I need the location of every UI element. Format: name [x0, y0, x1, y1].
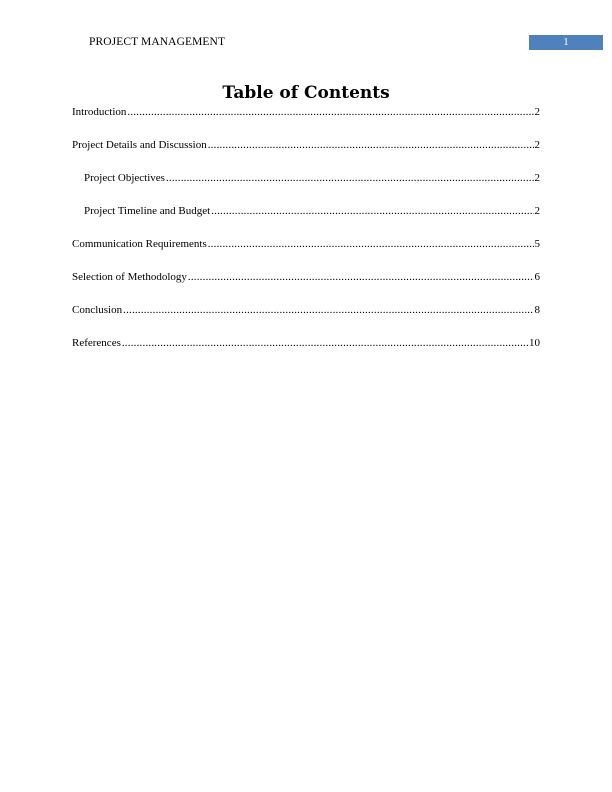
toc-entry-page: 2	[534, 172, 540, 184]
toc-entry-page: 2	[534, 106, 540, 118]
dot-leader	[166, 170, 534, 186]
toc-entry-label: References	[72, 337, 121, 349]
dot-leader	[208, 236, 534, 252]
toc-entry-page: 10	[529, 337, 540, 349]
table-of-contents	[72, 104, 540, 368]
toc-title: Table of Contents	[222, 83, 390, 103]
toc-entry-page: 5	[534, 238, 540, 250]
toc-entry-page: 6	[534, 271, 540, 283]
toc-entry-label: Communication Requirements	[72, 238, 207, 250]
toc-entry-label: Project Timeline and Budget	[84, 205, 211, 217]
toc-entry-page: 8	[534, 304, 540, 316]
toc-entry-project-timeline[interactable]	[72, 203, 540, 236]
dot-leader	[127, 104, 533, 120]
toc-entry-page: 2	[534, 205, 540, 217]
toc-entry-label: Project Objectives	[84, 172, 165, 184]
toc-entry-communication[interactable]	[72, 236, 540, 269]
page-number-badge: 1	[529, 35, 603, 50]
toc-entry-label: Project Details and Discussion	[72, 139, 207, 151]
dot-leader	[123, 302, 533, 318]
toc-entry-conclusion[interactable]	[72, 302, 540, 335]
dot-leader	[208, 137, 534, 153]
toc-entry-methodology[interactable]	[72, 269, 540, 302]
dot-leader	[188, 269, 534, 285]
toc-entry-label: Conclusion	[72, 304, 123, 316]
dot-leader	[211, 203, 533, 219]
toc-entry-page: 2	[534, 139, 540, 151]
toc-entry-label: Selection of Methodology	[72, 271, 187, 283]
toc-entry-introduction[interactable]	[72, 104, 540, 137]
header-title: PROJECT MANAGEMENT	[89, 36, 226, 48]
toc-entry-project-details[interactable]	[72, 137, 540, 170]
toc-entry-project-objectives[interactable]	[72, 170, 540, 203]
toc-entry-label: Introduction	[72, 106, 127, 118]
dot-leader	[122, 335, 528, 351]
toc-entry-references[interactable]	[72, 335, 540, 368]
